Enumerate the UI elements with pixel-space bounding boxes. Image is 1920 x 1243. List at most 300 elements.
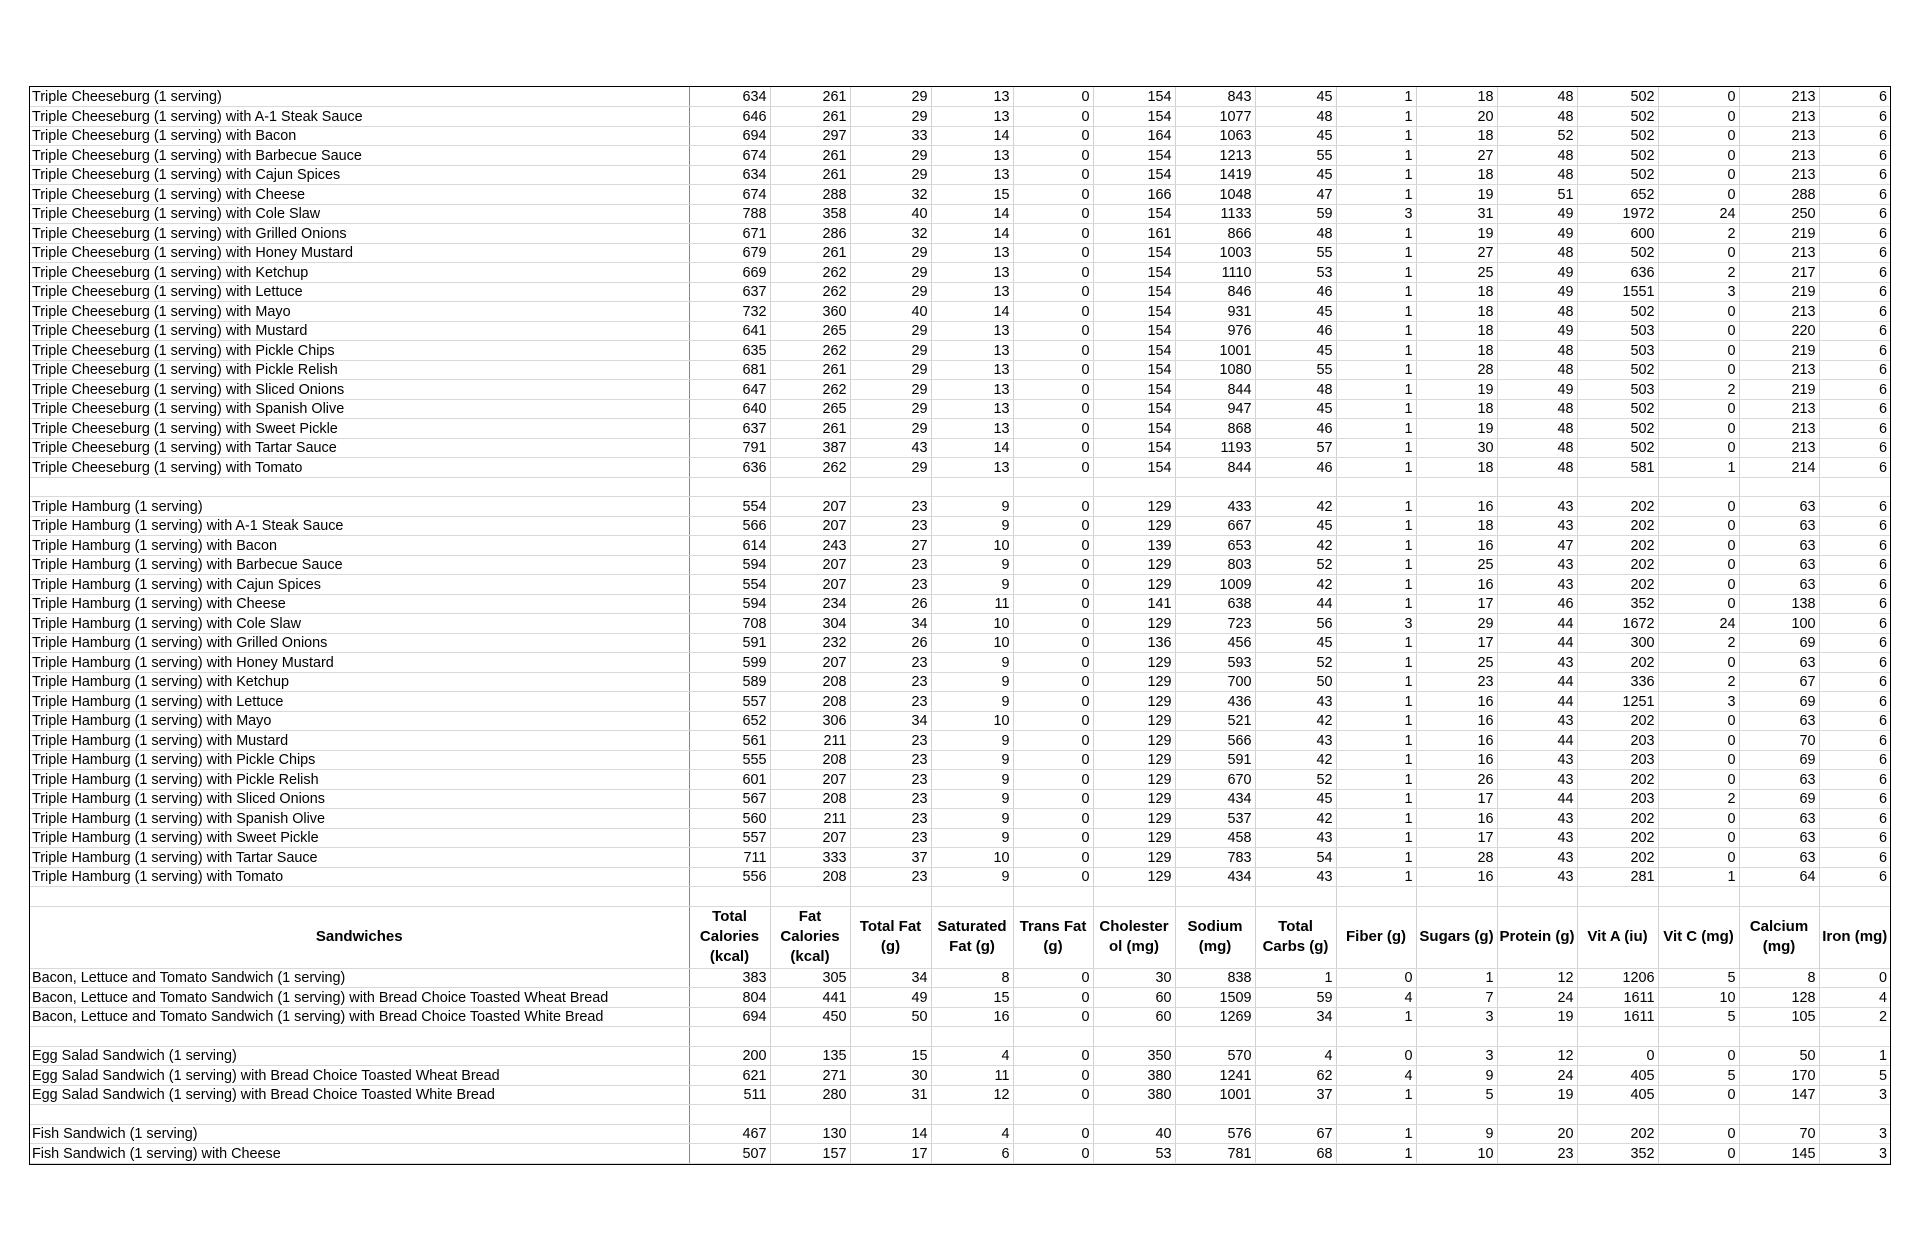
vit-c-cell: 2	[1658, 224, 1739, 244]
cholesterol-cell: 161	[1093, 224, 1175, 244]
total-fat-cell: 29	[850, 321, 931, 341]
spacer-row	[30, 1105, 1890, 1125]
sugars-cell: 27	[1416, 146, 1497, 166]
sugars-cell: 16	[1416, 809, 1497, 829]
sugars-cell: 29	[1416, 614, 1497, 634]
protein-cell: 49	[1497, 204, 1577, 224]
protein-cell: 24	[1497, 988, 1577, 1008]
empty-cell	[1739, 1105, 1819, 1125]
fiber-cell: 1	[1336, 770, 1416, 790]
trans-fat-cell: 0	[1013, 968, 1093, 988]
empty-cell	[1497, 477, 1577, 497]
fiber-cell: 1	[1336, 165, 1416, 185]
trans-fat-cell: 0	[1013, 516, 1093, 536]
trans-fat-cell: 0	[1013, 867, 1093, 887]
total-fat-cell: 50	[850, 1007, 931, 1027]
empty-cell	[931, 887, 1013, 907]
sugars-cell: 28	[1416, 848, 1497, 868]
table-row	[30, 360, 1890, 380]
empty-cell	[1013, 477, 1093, 497]
total-carbs-cell: 55	[1255, 243, 1336, 263]
calcium-cell: 288	[1739, 185, 1819, 205]
iron-cell: 6	[1819, 789, 1890, 809]
cholesterol-cell: 141	[1093, 594, 1175, 614]
total-calories-cell: 694	[689, 1007, 770, 1027]
iron-cell: 6	[1819, 360, 1890, 380]
trans-fat-cell: 0	[1013, 263, 1093, 283]
cholesterol-cell: 129	[1093, 516, 1175, 536]
vit-c-cell: 0	[1658, 516, 1739, 536]
sodium-cell: 434	[1175, 789, 1255, 809]
total-fat-cell: 29	[850, 263, 931, 283]
trans-fat-cell: 0	[1013, 672, 1093, 692]
iron-cell: 5	[1819, 1066, 1890, 1086]
vit-a-cell: 600	[1577, 224, 1658, 244]
total-fat-cell: 33	[850, 126, 931, 146]
vit-c-cell: 0	[1658, 399, 1739, 419]
calcium-cell: 220	[1739, 321, 1819, 341]
empty-cell	[931, 1105, 1013, 1125]
cholesterol-cell: 154	[1093, 321, 1175, 341]
protein-cell: 24	[1497, 1066, 1577, 1086]
fiber-cell: 1	[1336, 458, 1416, 478]
protein-cell: 43	[1497, 653, 1577, 673]
saturated-fat-cell: 14	[931, 438, 1013, 458]
total-fat-cell: 37	[850, 848, 931, 868]
calcium-cell: 219	[1739, 224, 1819, 244]
total-fat-cell: 29	[850, 458, 931, 478]
protein-cell: 48	[1497, 419, 1577, 439]
iron-cell: 6	[1819, 146, 1890, 166]
vit-c-cell: 3	[1658, 282, 1739, 302]
saturated-fat-cell: 13	[931, 165, 1013, 185]
sodium-cell: 521	[1175, 711, 1255, 731]
iron-cell: 6	[1819, 809, 1890, 829]
fiber-cell: 1	[1336, 1085, 1416, 1105]
sodium-cell: 653	[1175, 536, 1255, 556]
sugars-cell: 28	[1416, 360, 1497, 380]
cholesterol-cell: 154	[1093, 146, 1175, 166]
vit-c-cell: 5	[1658, 1066, 1739, 1086]
item-name-cell: Triple Cheeseburg (1 serving) with Sliced Onions	[30, 380, 689, 400]
vit-c-cell: 0	[1658, 711, 1739, 731]
column-header-fat-calories: Fat Calories (kcal)	[770, 906, 850, 968]
calcium-cell: 219	[1739, 380, 1819, 400]
cholesterol-cell: 380	[1093, 1085, 1175, 1105]
protein-cell: 48	[1497, 146, 1577, 166]
vit-c-cell: 0	[1658, 360, 1739, 380]
item-name-cell: Triple Cheeseburg (1 serving) with Cole Slaw	[30, 204, 689, 224]
sugars-cell: 18	[1416, 302, 1497, 322]
iron-cell: 6	[1819, 575, 1890, 595]
saturated-fat-cell: 9	[931, 770, 1013, 790]
protein-cell: 48	[1497, 302, 1577, 322]
sugars-cell: 26	[1416, 770, 1497, 790]
saturated-fat-cell: 9	[931, 731, 1013, 751]
sugars-cell: 18	[1416, 399, 1497, 419]
total-carbs-cell: 48	[1255, 107, 1336, 127]
vit-c-cell: 0	[1658, 165, 1739, 185]
vit-c-cell: 1	[1658, 458, 1739, 478]
protein-cell: 49	[1497, 321, 1577, 341]
total-calories-cell: 679	[689, 243, 770, 263]
table-row	[30, 828, 1890, 848]
empty-cell	[1577, 477, 1658, 497]
fat-calories-cell: 262	[770, 282, 850, 302]
vit-a-cell: 1672	[1577, 614, 1658, 634]
item-name-cell: Triple Hamburg (1 serving) with Pickle Chips	[30, 750, 689, 770]
total-carbs-cell: 43	[1255, 731, 1336, 751]
cholesterol-cell: 129	[1093, 750, 1175, 770]
total-calories-cell: 635	[689, 341, 770, 361]
total-fat-cell: 29	[850, 419, 931, 439]
empty-cell	[770, 1105, 850, 1125]
calcium-cell: 100	[1739, 614, 1819, 634]
item-name-cell: Triple Hamburg (1 serving) with Cole Slaw	[30, 614, 689, 634]
calcium-cell: 63	[1739, 497, 1819, 517]
fat-calories-cell: 232	[770, 633, 850, 653]
cholesterol-cell: 154	[1093, 380, 1175, 400]
total-fat-cell: 23	[850, 653, 931, 673]
total-calories-cell: 383	[689, 968, 770, 988]
fat-calories-cell: 265	[770, 399, 850, 419]
empty-cell	[1577, 887, 1658, 907]
sodium-cell: 456	[1175, 633, 1255, 653]
iron-cell: 6	[1819, 633, 1890, 653]
total-fat-cell: 23	[850, 497, 931, 517]
empty-cell	[1819, 477, 1890, 497]
saturated-fat-cell: 13	[931, 107, 1013, 127]
calcium-cell: 213	[1739, 126, 1819, 146]
trans-fat-cell: 0	[1013, 204, 1093, 224]
sugars-cell: 25	[1416, 653, 1497, 673]
trans-fat-cell: 0	[1013, 653, 1093, 673]
protein-cell: 19	[1497, 1007, 1577, 1027]
total-carbs-cell: 34	[1255, 1007, 1336, 1027]
total-carbs-cell: 4	[1255, 1046, 1336, 1066]
sugars-cell: 30	[1416, 438, 1497, 458]
trans-fat-cell: 0	[1013, 282, 1093, 302]
vit-a-cell: 1206	[1577, 968, 1658, 988]
total-calories-cell: 467	[689, 1124, 770, 1144]
total-calories-cell: 732	[689, 302, 770, 322]
total-fat-cell: 26	[850, 594, 931, 614]
protein-cell: 48	[1497, 341, 1577, 361]
fat-calories-cell: 207	[770, 828, 850, 848]
table-row	[30, 1066, 1890, 1086]
total-calories-cell: 681	[689, 360, 770, 380]
cholesterol-cell: 154	[1093, 458, 1175, 478]
iron-cell: 6	[1819, 243, 1890, 263]
fiber-cell: 1	[1336, 185, 1416, 205]
total-fat-cell: 34	[850, 968, 931, 988]
table-row	[30, 770, 1890, 790]
total-carbs-cell: 43	[1255, 692, 1336, 712]
calcium-cell: 213	[1739, 419, 1819, 439]
total-fat-cell: 23	[850, 828, 931, 848]
protein-cell: 51	[1497, 185, 1577, 205]
total-calories-cell: 561	[689, 731, 770, 751]
trans-fat-cell: 0	[1013, 848, 1093, 868]
vit-a-cell: 352	[1577, 594, 1658, 614]
column-header-sodium: Sodium (mg)	[1175, 906, 1255, 968]
vit-a-cell: 202	[1577, 516, 1658, 536]
saturated-fat-cell: 14	[931, 224, 1013, 244]
fiber-cell: 3	[1336, 614, 1416, 634]
saturated-fat-cell: 13	[931, 419, 1013, 439]
protein-cell: 43	[1497, 555, 1577, 575]
trans-fat-cell: 0	[1013, 126, 1093, 146]
item-name-cell: Triple Hamburg (1 serving) with Cheese	[30, 594, 689, 614]
vit-c-cell: 0	[1658, 594, 1739, 614]
protein-cell: 48	[1497, 107, 1577, 127]
trans-fat-cell: 0	[1013, 1066, 1093, 1086]
total-carbs-cell: 56	[1255, 614, 1336, 634]
sodium-cell: 838	[1175, 968, 1255, 988]
total-fat-cell: 27	[850, 536, 931, 556]
empty-cell	[1577, 1027, 1658, 1047]
sodium-cell: 1077	[1175, 107, 1255, 127]
saturated-fat-cell: 13	[931, 263, 1013, 283]
total-carbs-cell: 68	[1255, 1144, 1336, 1164]
sugars-cell: 16	[1416, 711, 1497, 731]
iron-cell: 6	[1819, 185, 1890, 205]
vit-a-cell: 502	[1577, 107, 1658, 127]
empty-cell	[770, 1027, 850, 1047]
fat-calories-cell: 208	[770, 692, 850, 712]
fiber-cell: 0	[1336, 968, 1416, 988]
saturated-fat-cell: 13	[931, 458, 1013, 478]
sodium-cell: 1193	[1175, 438, 1255, 458]
item-name-cell: Triple Hamburg (1 serving) with Sweet Pickle	[30, 828, 689, 848]
total-carbs-cell: 44	[1255, 594, 1336, 614]
saturated-fat-cell: 13	[931, 360, 1013, 380]
item-name-cell: Egg Salad Sandwich (1 serving)	[30, 1046, 689, 1066]
table-row	[30, 555, 1890, 575]
fat-calories-cell: 305	[770, 968, 850, 988]
item-name-cell: Triple Cheeseburg (1 serving) with Mayo	[30, 302, 689, 322]
column-header-vit-c: Vit C (mg)	[1658, 906, 1739, 968]
fiber-cell: 1	[1336, 282, 1416, 302]
total-carbs-cell: 45	[1255, 399, 1336, 419]
fat-calories-cell: 261	[770, 107, 850, 127]
total-calories-cell: 554	[689, 497, 770, 517]
empty-cell	[1739, 1027, 1819, 1047]
cholesterol-cell: 129	[1093, 809, 1175, 829]
trans-fat-cell: 0	[1013, 497, 1093, 517]
table-row	[30, 711, 1890, 731]
vit-c-cell: 0	[1658, 87, 1739, 107]
fat-calories-cell: 262	[770, 458, 850, 478]
trans-fat-cell: 0	[1013, 224, 1093, 244]
iron-cell: 6	[1819, 438, 1890, 458]
empty-cell	[1497, 1105, 1577, 1125]
calcium-cell: 67	[1739, 672, 1819, 692]
item-name-cell: Bacon, Lettuce and Tomato Sandwich (1 serving)	[30, 968, 689, 988]
spacer-row	[30, 887, 1890, 907]
vit-c-cell: 0	[1658, 809, 1739, 829]
vit-c-cell: 0	[1658, 1046, 1739, 1066]
vit-a-cell: 202	[1577, 555, 1658, 575]
total-carbs-cell: 54	[1255, 848, 1336, 868]
total-fat-cell: 23	[850, 672, 931, 692]
fat-calories-cell: 207	[770, 653, 850, 673]
sugars-cell: 16	[1416, 692, 1497, 712]
calcium-cell: 213	[1739, 107, 1819, 127]
saturated-fat-cell: 13	[931, 243, 1013, 263]
vit-c-cell: 0	[1658, 107, 1739, 127]
empty-cell	[1255, 477, 1336, 497]
trans-fat-cell: 0	[1013, 165, 1093, 185]
vit-c-cell: 2	[1658, 789, 1739, 809]
trans-fat-cell: 0	[1013, 380, 1093, 400]
iron-cell: 6	[1819, 263, 1890, 283]
iron-cell: 6	[1819, 672, 1890, 692]
total-calories-cell: 804	[689, 988, 770, 1008]
column-header-item-name: Sandwiches	[30, 906, 689, 968]
vit-c-cell: 0	[1658, 438, 1739, 458]
sodium-cell: 976	[1175, 321, 1255, 341]
item-name-cell: Triple Hamburg (1 serving) with Tomato	[30, 867, 689, 887]
fat-calories-cell: 207	[770, 575, 850, 595]
vit-a-cell: 202	[1577, 770, 1658, 790]
total-carbs-cell: 37	[1255, 1085, 1336, 1105]
calcium-cell: 63	[1739, 770, 1819, 790]
trans-fat-cell: 0	[1013, 321, 1093, 341]
sodium-cell: 566	[1175, 731, 1255, 751]
protein-cell: 49	[1497, 263, 1577, 283]
sugars-cell: 18	[1416, 165, 1497, 185]
sodium-cell: 1001	[1175, 1085, 1255, 1105]
empty-cell	[931, 1027, 1013, 1047]
iron-cell: 2	[1819, 1007, 1890, 1027]
vit-a-cell: 581	[1577, 458, 1658, 478]
vit-c-cell: 0	[1658, 302, 1739, 322]
header-row	[30, 906, 1890, 968]
iron-cell: 3	[1819, 1085, 1890, 1105]
sugars-cell: 7	[1416, 988, 1497, 1008]
calcium-cell: 63	[1739, 711, 1819, 731]
cholesterol-cell: 139	[1093, 536, 1175, 556]
sugars-cell: 19	[1416, 224, 1497, 244]
fat-calories-cell: 387	[770, 438, 850, 458]
total-carbs-cell: 46	[1255, 282, 1336, 302]
fiber-cell: 1	[1336, 1144, 1416, 1164]
item-name-cell: Egg Salad Sandwich (1 serving) with Bread Choice Toasted Wheat Bread	[30, 1066, 689, 1086]
saturated-fat-cell: 14	[931, 302, 1013, 322]
sodium-cell: 1063	[1175, 126, 1255, 146]
sugars-cell: 19	[1416, 185, 1497, 205]
empty-cell	[1497, 887, 1577, 907]
total-carbs-cell: 45	[1255, 302, 1336, 322]
fat-calories-cell: 286	[770, 224, 850, 244]
cholesterol-cell: 380	[1093, 1066, 1175, 1086]
fat-calories-cell: 234	[770, 594, 850, 614]
empty-cell	[1819, 887, 1890, 907]
total-fat-cell: 23	[850, 867, 931, 887]
saturated-fat-cell: 8	[931, 968, 1013, 988]
total-calories-cell: 560	[689, 809, 770, 829]
total-calories-cell: 711	[689, 848, 770, 868]
empty-cell	[1819, 1027, 1890, 1047]
total-calories-cell: 669	[689, 263, 770, 283]
total-carbs-cell: 55	[1255, 146, 1336, 166]
table-row	[30, 848, 1890, 868]
total-carbs-cell: 52	[1255, 653, 1336, 673]
iron-cell: 6	[1819, 87, 1890, 107]
item-name-cell: Triple Cheeseburg (1 serving) with Cajun Spices	[30, 165, 689, 185]
item-name-cell: Triple Cheeseburg (1 serving) with Barbecue Sauce	[30, 146, 689, 166]
sugars-cell: 16	[1416, 575, 1497, 595]
cholesterol-cell: 60	[1093, 1007, 1175, 1027]
vit-c-cell: 0	[1658, 848, 1739, 868]
vit-a-cell: 203	[1577, 750, 1658, 770]
table-row	[30, 419, 1890, 439]
iron-cell: 3	[1819, 1124, 1890, 1144]
table-row	[30, 204, 1890, 224]
protein-cell: 12	[1497, 1046, 1577, 1066]
empty-cell	[1175, 887, 1255, 907]
protein-cell: 48	[1497, 399, 1577, 419]
iron-cell: 6	[1819, 692, 1890, 712]
total-carbs-cell: 45	[1255, 165, 1336, 185]
fiber-cell: 1	[1336, 516, 1416, 536]
item-name-cell: Bacon, Lettuce and Tomato Sandwich (1 serving) with Bread Choice Toasted White Bread	[30, 1007, 689, 1027]
item-name-cell: Triple Cheeseburg (1 serving) with Honey Mustard	[30, 243, 689, 263]
protein-cell: 49	[1497, 224, 1577, 244]
protein-cell: 44	[1497, 614, 1577, 634]
table-row	[30, 731, 1890, 751]
fiber-cell: 0	[1336, 1046, 1416, 1066]
sodium-cell: 591	[1175, 750, 1255, 770]
iron-cell: 6	[1819, 555, 1890, 575]
cholesterol-cell: 129	[1093, 672, 1175, 692]
calcium-cell: 138	[1739, 594, 1819, 614]
fat-calories-cell: 208	[770, 867, 850, 887]
vit-a-cell: 202	[1577, 536, 1658, 556]
empty-cell	[1577, 1105, 1658, 1125]
trans-fat-cell: 0	[1013, 536, 1093, 556]
calcium-cell: 63	[1739, 575, 1819, 595]
vit-c-cell: 0	[1658, 1085, 1739, 1105]
iron-cell: 6	[1819, 867, 1890, 887]
item-name-cell: Triple Cheeseburg (1 serving) with Cheese	[30, 185, 689, 205]
protein-cell: 43	[1497, 750, 1577, 770]
vit-a-cell: 502	[1577, 419, 1658, 439]
sodium-cell: 931	[1175, 302, 1255, 322]
total-fat-cell: 34	[850, 711, 931, 731]
iron-cell: 6	[1819, 614, 1890, 634]
column-header-calcium: Calcium (mg)	[1739, 906, 1819, 968]
total-calories-cell: 556	[689, 867, 770, 887]
vit-c-cell: 0	[1658, 750, 1739, 770]
fat-calories-cell: 208	[770, 789, 850, 809]
column-header-cholesterol: Cholester ol (mg)	[1093, 906, 1175, 968]
total-carbs-cell: 48	[1255, 380, 1336, 400]
fat-calories-cell: 207	[770, 770, 850, 790]
cholesterol-cell: 154	[1093, 243, 1175, 263]
total-carbs-cell: 48	[1255, 224, 1336, 244]
sodium-cell: 667	[1175, 516, 1255, 536]
total-fat-cell: 23	[850, 770, 931, 790]
vit-c-cell: 2	[1658, 380, 1739, 400]
iron-cell: 6	[1819, 497, 1890, 517]
calcium-cell: 250	[1739, 204, 1819, 224]
vit-a-cell: 202	[1577, 575, 1658, 595]
iron-cell: 6	[1819, 653, 1890, 673]
sodium-cell: 1241	[1175, 1066, 1255, 1086]
column-header-sugars: Sugars (g)	[1416, 906, 1497, 968]
